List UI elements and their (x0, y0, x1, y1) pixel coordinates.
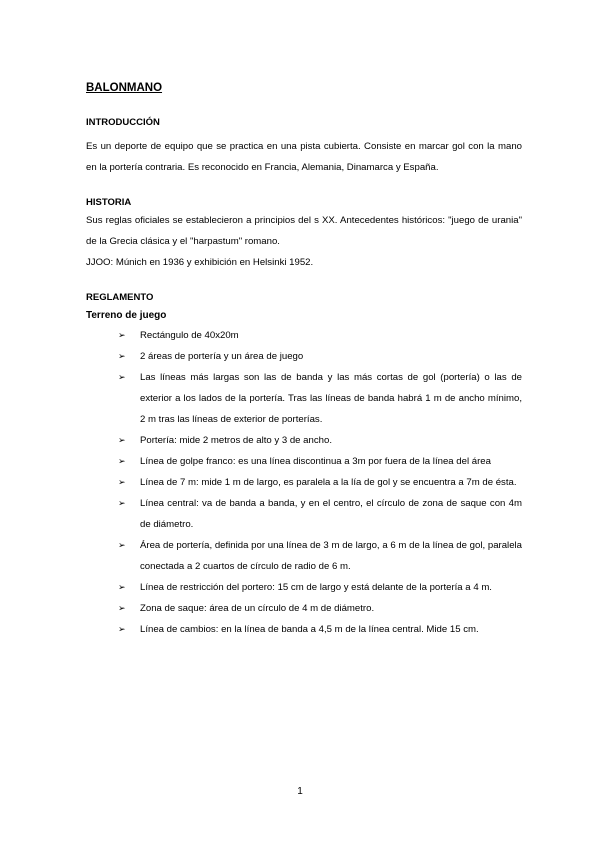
list-item (86, 451, 522, 472)
reglamento-heading: REGLAMENTO (86, 292, 154, 303)
rules-list (86, 325, 522, 640)
intro-paragraph: Es un deporte de equipo que se practica en una pista cubierta. Consiste en marcar gol con la mano en la portería contraria. Es reconocido en Francia, Alemania, Dinamarca y España. (86, 141, 522, 173)
arrow-bullet-icon: ➢ (118, 498, 126, 508)
list-item (86, 598, 522, 619)
document-title: BALONMANO (86, 82, 163, 94)
list-item (86, 535, 522, 577)
list-item (86, 577, 522, 598)
terreno-subheading: Terreno de juego (86, 310, 167, 321)
list-item-text: Rectángulo de 40x20m (140, 330, 239, 341)
list-item-text: Línea de 7 m: mide 1 m de largo, es paralela a la lía de gol y se encuentra a 7m de ésta. (140, 477, 517, 488)
intro-heading: INTRODUCCIÓN (86, 117, 160, 128)
arrow-bullet-icon: ➢ (118, 330, 126, 340)
arrow-bullet-icon: ➢ (118, 603, 126, 613)
historia-paragraph-1: Sus reglas oficiales se establecieron a principios del s XX. Antecedentes históricos: "juego de urania" de la Grecia clásica y el "harpastum" romano. (86, 215, 522, 247)
list-item-text: Las líneas más largas son las de banda y las más cortas de gol (portería) o las de exterior a los lados de la portería. Tras las líneas de banda habrá 1 m de ancho mínimo, 2 m tras las líneas de exterior de porterías. (140, 372, 522, 425)
arrow-bullet-icon: ➢ (118, 435, 126, 445)
page-content (86, 80, 522, 640)
list-item-text: Área de portería, definida por una línea de 3 m de largo, a 6 m de la línea de gol, paralela conectada a 2 cuartos de círculo de radio de 6 m. (140, 540, 522, 572)
historia-heading: HISTORIA (86, 197, 132, 208)
arrow-bullet-icon: ➢ (118, 477, 126, 487)
list-item-text: Línea de cambios: en la línea de banda a 4,5 m de la línea central. Mide 15 cm. (140, 624, 479, 635)
list-item-text: Zona de saque: área de un círculo de 4 m de diámetro. (140, 603, 375, 614)
page-number: 1 (297, 786, 303, 797)
arrow-bullet-icon: ➢ (118, 582, 126, 592)
arrow-bullet-icon: ➢ (118, 351, 126, 361)
list-item (86, 472, 522, 493)
list-item (86, 367, 522, 430)
list-item-text: 2 áreas de portería y un área de juego (140, 351, 304, 362)
list-item (86, 325, 522, 346)
list-item (86, 430, 522, 451)
arrow-bullet-icon: ➢ (118, 372, 126, 382)
list-item (86, 619, 522, 640)
list-item-text: Línea de restricción del portero: 15 cm de largo y está delante de la portería a 4 m. (140, 582, 492, 593)
arrow-bullet-icon: ➢ (118, 540, 126, 550)
historia-paragraph-2: JJOO: Múnich en 1936 y exhibición en Helsinki 1952. (86, 257, 314, 268)
arrow-bullet-icon: ➢ (118, 624, 126, 634)
list-item-text: Portería: mide 2 metros de alto y 3 de ancho. (140, 435, 332, 446)
list-item (86, 493, 522, 535)
arrow-bullet-icon: ➢ (118, 456, 126, 466)
list-item-text: Línea de golpe franco: es una línea discontinua a 3m por fuera de la línea del área (140, 456, 491, 467)
list-item (86, 346, 522, 367)
list-item-text: Línea central: va de banda a banda, y en el centro, el círculo de zona de saque con 4m de diámetro. (140, 498, 522, 530)
